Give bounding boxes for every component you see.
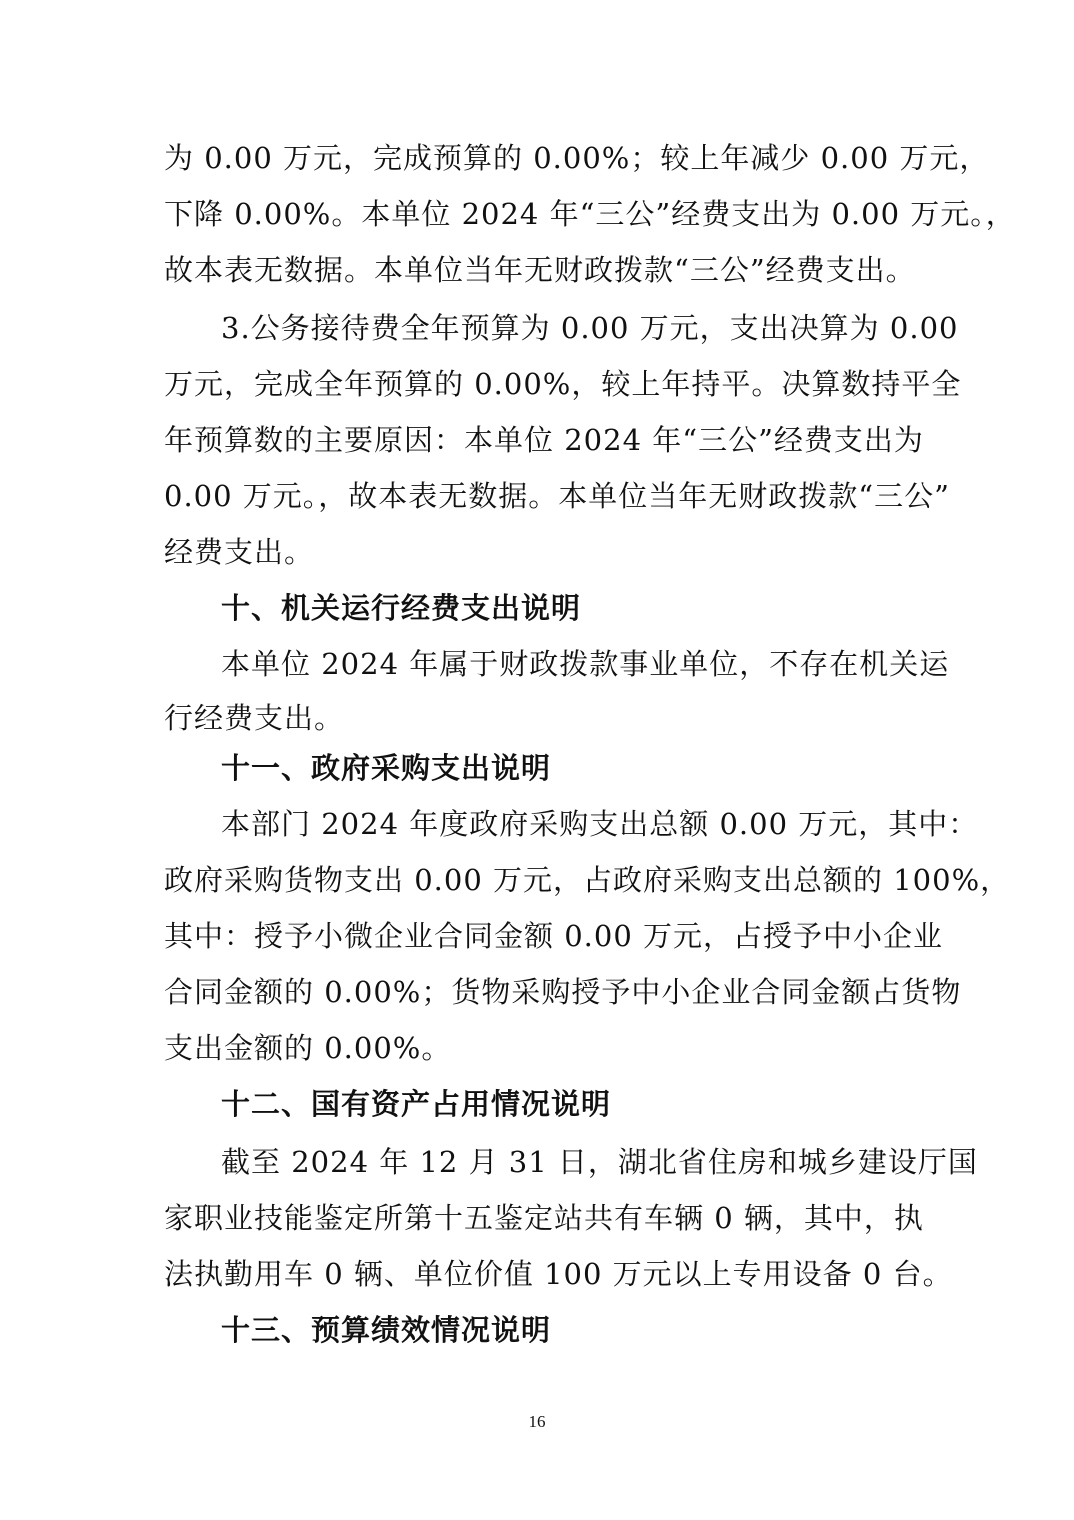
section-heading: 十二、国有资产占用情况说明 — [221, 1087, 612, 1121]
paragraph-line: 下降 0.00%。本单位 2024 年“三公”经费支出为 0.00 万元。， — [164, 197, 1016, 231]
paragraph-line: 其中：授予小微企业合同金额 0.00 万元，占授予中小企业 — [164, 919, 944, 953]
section-heading: 十一、政府采购支出说明 — [221, 751, 552, 785]
paragraph-line: 0.00 万元。，故本表无数据。本单位当年无财政拨款“三公” — [164, 479, 950, 513]
paragraph-line: 故本表无数据。本单位当年无财政拨款“三公”经费支出。 — [164, 253, 916, 287]
paragraph-line: 行经费支出。 — [164, 701, 345, 735]
paragraph-line: 为 0.00 万元，完成预算的 0.00%；较上年减少 0.00 万元， — [164, 141, 990, 175]
paragraph-line: 法执勤用车 0 辆、单位价值 100 万元以上专用设备 0 台。 — [164, 1257, 953, 1291]
paragraph-line: 经费支出。 — [164, 535, 315, 569]
paragraph-line: 年预算数的主要原因：本单位 2024 年“三公”经费支出为 — [164, 423, 924, 457]
paragraph-line: 合同金额的 0.00%；货物采购授予中小企业合同金额占货物 — [164, 975, 962, 1009]
paragraph-line: 万元，完成全年预算的 0.00%，较上年持平。决算数持平全 — [164, 367, 962, 401]
paragraph-line: 家职业技能鉴定所第十五鉴定站共有车辆 0 辆，其中，执 — [164, 1201, 924, 1235]
paragraph-line: 本单位 2024 年属于财政拨款事业单位，不存在机关运 — [221, 647, 950, 681]
section-heading: 十、机关运行经费支出说明 — [221, 591, 582, 625]
paragraph-line: 截至 2024 年 12 月 31 日，湖北省住房和城乡建设厅国 — [221, 1145, 978, 1179]
paragraph-line: 本部门 2024 年度政府采购支出总额 0.00 万元，其中： — [221, 807, 979, 841]
section-heading: 十三、预算绩效情况说明 — [221, 1313, 552, 1347]
paragraph-line: 政府采购货物支出 0.00 万元，占政府采购支出总额的 100%， — [164, 863, 1011, 897]
page-number: 16 — [528, 1412, 546, 1431]
paragraph-line: 支出金额的 0.00%。 — [164, 1031, 452, 1065]
paragraph-line: 3.公务接待费全年预算为 0.00 万元，支出决算为 0.00 — [221, 311, 959, 345]
